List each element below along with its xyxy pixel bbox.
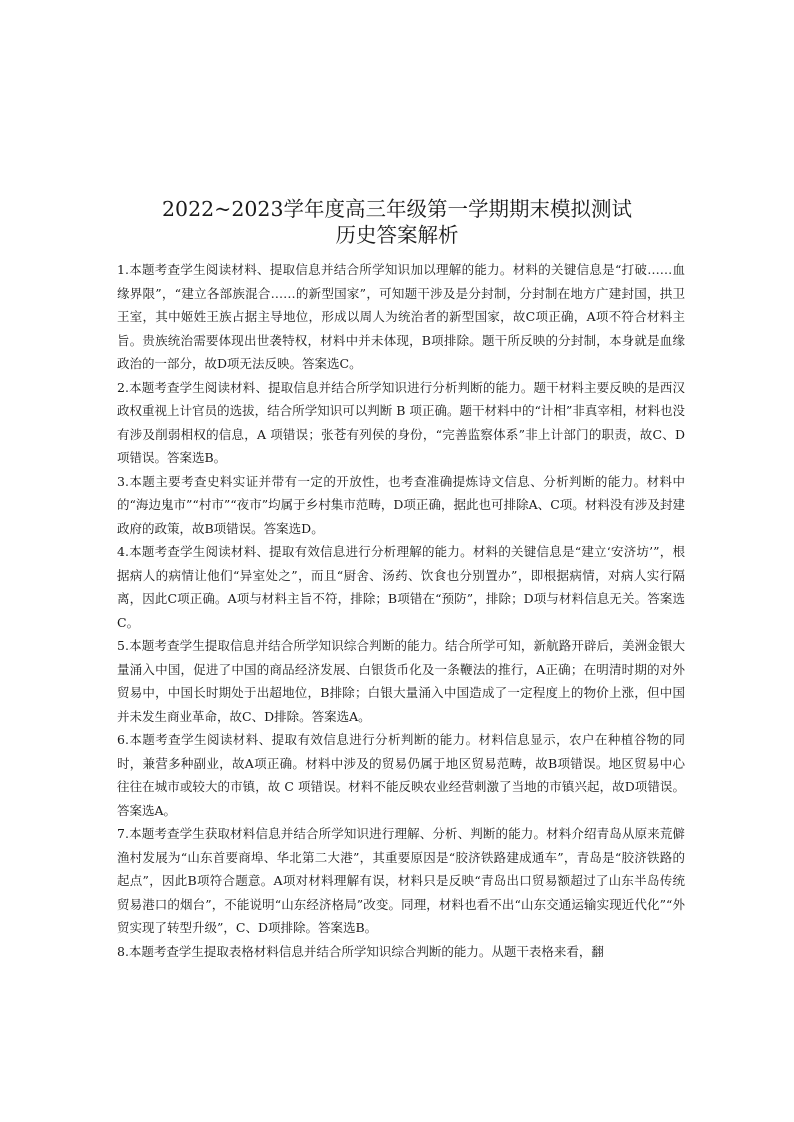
answer-item-3: 3.本题主要考查史料实证并带有一定的开放性，也考查准确提炼诗文信息、分析判断的能力。材料中的“海边鬼市”“村市”“夜市”均属于乡村集市范畴，D项正确，据此也可排除A、C项。材料没有涉及封建政府的政策，故B项错误。答案选D。: [117, 473, 685, 536]
answer-item-1: 1.本题考查学生阅读材料、提取信息并结合所学知识加以理解的能力。材料的关键信息是“打破……血缘界限”，“建立各部族混合……的新型国家”，可知题干涉及是分封制，分封制在地方广建封国，拱卫王室，其中姬姓王族占据主导地位，形成以周人为统治者的新型国家，故C项正确，A项不符合材料主旨。贵族统治需要体现出世袭特权，材料中并未体现，B项排除。题干所反映的分封制，本身就是血缘政治的一部分，故D项无法反映。答案选C。: [117, 262, 685, 371]
answer-item-8: 8.本题考查学生提取表格材料信息并结合所学知识综合判断的能力。从题干表格来看，翻: [117, 943, 604, 959]
page-title: 2022~2023学年度高三年级第一学期期末模拟测试: [161, 197, 633, 221]
answer-item-2: 2.本题考查学生阅读材料、提取信息并结合所学知识进行分析判断的能力。题干材料主要反映的是西汉政权重视上计官员的选拔，结合所学知识可以判断 B 项正确。题干材料中的“计相”非真宰相，材料也没有涉及削弱相权的信息，A 项错误；张苍有列侯的身份，“完善监察体系”非上计部门的职责，故C、D项错误。答案选B。: [117, 379, 685, 465]
title-block: [0, 196, 794, 248]
answer-body: [117, 258, 685, 963]
answer-item-4: 4.本题考查学生阅读材料、提取有效信息进行分析理解的能力。材料的关键信息是“建立‘安济坊’”，根据病人的病情让他们“异室处之”，而且“厨舍、汤药、饮食也分别置办”，即根据病情，对病人实行隔离，因此C项正确。A项与材料主旨不符，排除；B项错在“预防”，排除；D项与材料信息无关。答案选C。: [117, 544, 685, 630]
answer-item-6: 6.本题考查学生阅读材料、提取有效信息进行分析判断的能力。材料信息显示，农户在种植谷物的同时，兼营多种副业，故A项正确。材料中涉及的贸易仍属于地区贸易范畴，故B项错误。地区贸易中心往往在城市或较大的市镇，故 C 项错误。材料不能反映农业经营刺激了当地的市镇兴起，故D项错误。答案选A。: [117, 732, 685, 818]
answer-item-5: 5.本题考查学生提取信息并结合所学知识综合判断的能力。结合所学可知，新航路开辟后，美洲金银大量涌入中国，促进了中国的商品经济发展、白银货币化及一条鞭法的推行，A正确；在明清时期的对外贸易中，中国长时期处于出超地位，B排除；白银大量涌入中国造成了一定程度上的物价上涨，但中国并未发生商业革命，故C、D排除。答案选A。: [117, 638, 685, 724]
page-subtitle: 历史答案解析: [335, 223, 459, 247]
answer-item-7: 7.本题考查学生获取材料信息并结合所学知识进行理解、分析、判断的能力。材料介绍青岛从原来荒僻渔村发展为“山东首要商埠、华北第二大港”，其重要原因是“胶济铁路建成通车”，青岛是“胶济铁路的起点”，因此B项符合题意。A项对材料理解有误，材料只是反映“青岛出口贸易额超过了山东半岛传统贸易港口的烟台”，不能说明“山东经济格局”改变。同理，材料也看不出“山东交通运输实现近代化”“外贸实现了转型升级”，C、D项排除。答案选B。: [117, 826, 685, 935]
